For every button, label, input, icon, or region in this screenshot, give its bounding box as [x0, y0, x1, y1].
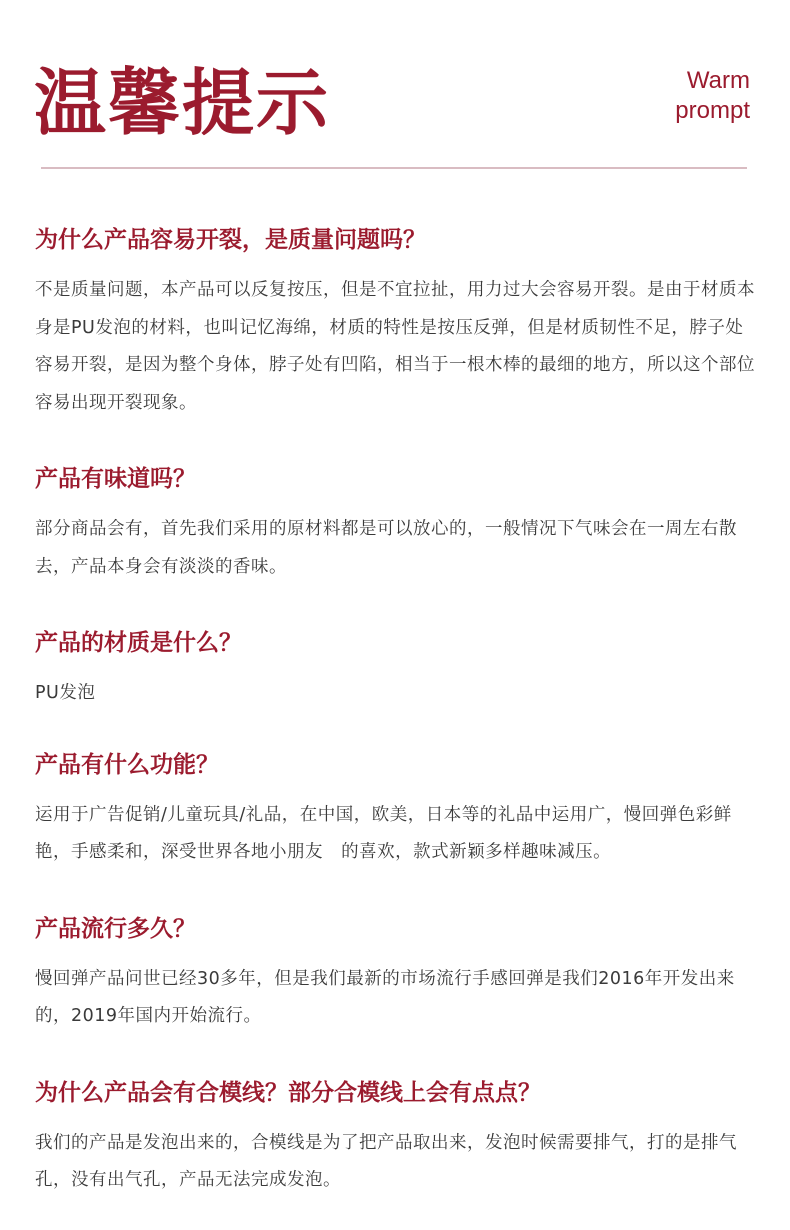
faq-question: 产品流行多久？ [35, 915, 196, 942]
page-title: 温馨提示 [34, 61, 331, 145]
faq-question: 产品有什么功能？ [35, 751, 219, 778]
faq-answer: 不是质量问题，本产品可以反复按压，但是不宜拉扯，用力过大会容易开裂。是由于材质本身是PU发泡的材料，也叫记忆海绵，材质的特性是按压反弹，但是材质韧性不足，脖子处容易开裂，是因为整个身体，脖子处有凹陷，相当于一根木棒的最细的地方，所以这个部位容易出现开裂现象。 [35, 280, 755, 413]
faq-question: 为什么产品会有合模线？部分合模线上会有点点？ [35, 1079, 541, 1106]
faq-answer: 慢回弹产品问世已经30多年，但是我们最新的市场流行手感回弹是我们2016年开发出来的，2019年国内开始流行。 [35, 968, 735, 1026]
header-divider [41, 167, 747, 169]
page-header [0, 0, 790, 175]
faq-answer: 运用于广告促销/儿童玩具/礼品，在中国，欧美，日本等的礼品中运用广，慢回弹色彩鲜艳，手感柔和，深受世界各地小朋友 的喜欢，款式新颖多样趣味减压。 [35, 804, 732, 862]
faq-answer: 部分商品会有，首先我们采用的原材料都是可以放心的，一般情况下气味会在一周左右散去，产品本身会有淡淡的香味。 [35, 519, 737, 577]
faq-item-popularity [35, 912, 761, 1036]
faq-item-function [35, 748, 761, 872]
subtitle-line-1: Warm [686, 67, 750, 94]
faq-item-material [35, 626, 761, 713]
faq-item-smell [35, 462, 761, 586]
faq-answer: 我们的产品是发泡出来的，合模线是为了把产品取出来，发泡时候需要排气，打的是排气孔，没有出气孔，产品无法完成发泡。 [35, 1132, 737, 1190]
subtitle-line-2: prompt [675, 97, 750, 124]
page-subtitle [590, 66, 750, 126]
faq-question: 为什么产品容易开裂，是质量问题吗？ [35, 227, 426, 253]
faq-item-cracking [35, 223, 761, 422]
faq-answer: PU发泡 [35, 683, 96, 703]
faq-question: 产品的材质是什么？ [35, 630, 242, 656]
faq-list [35, 223, 761, 1200]
faq-question: 产品有味道吗？ [35, 466, 196, 492]
faq-item-mold-line [35, 1076, 761, 1200]
